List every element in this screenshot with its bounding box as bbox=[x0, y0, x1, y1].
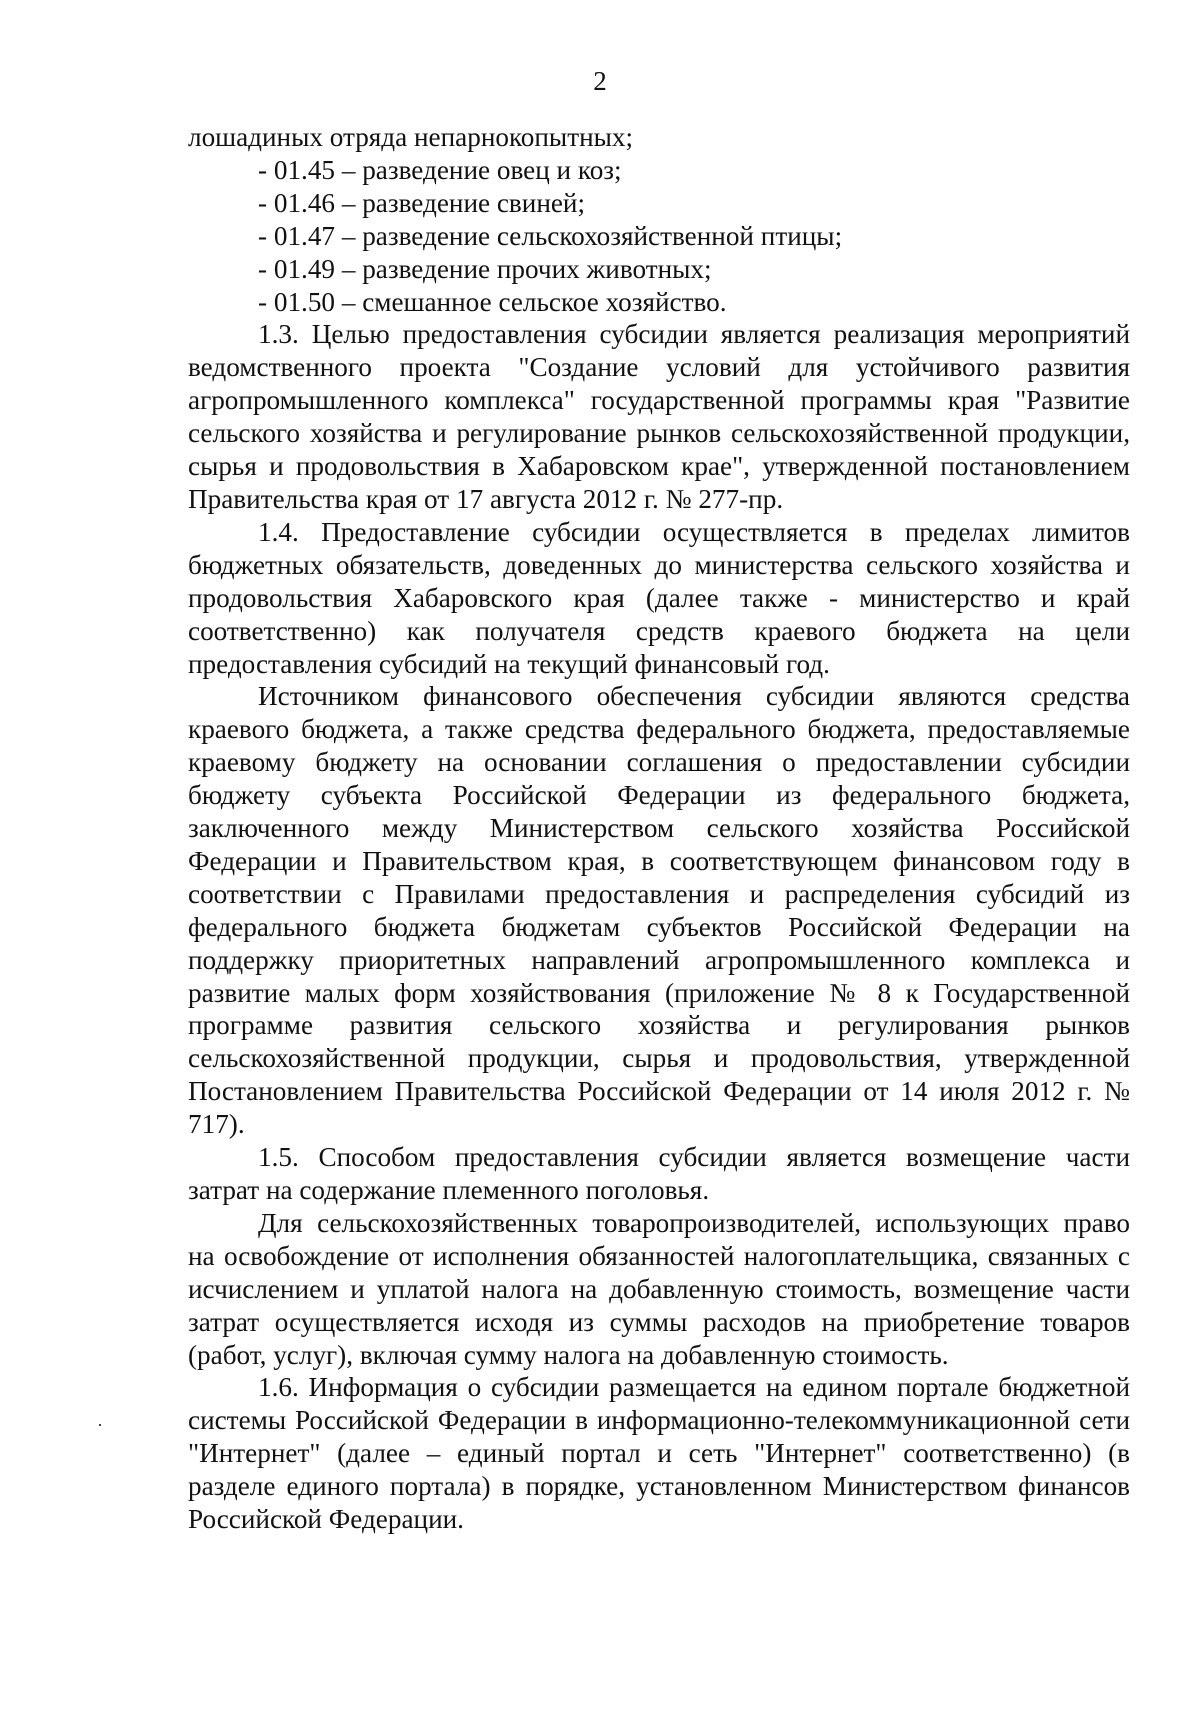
page-number: 2 bbox=[593, 66, 607, 96]
paragraph-funding-source: Источником финансового обеспечения субсидии являются средства краевого бюджета, а также средства федерального бюджета, предоставляемые краевому бюджету на основании соглашения о предоставлении субсидии бюджету субъекта Российской Федерации из федерального бюджета, заключенного между Министерством сельского хозяйства Российской Федерации и Правительством края, в соответствующем финансовом году в соответствии с Правилами предоставления и распределения субсидий из федерального бюджета бюджетам субъектов Российской Федерации на поддержку приоритетных направлений агропромышленного комплекса и развитие малых форм хозяйствования (приложение № 8 к Государственной программе развития сельского хозяйства и регулирования рынков сельскохозяйственной продукции, сырья и продовольствия, утвержденной Постановлением Правительства Российской Федерации от 14 июля 2012 г. № 717). bbox=[188, 681, 1130, 1140]
paragraph-1-5: 1.5. Способом предоставления субсидии является возмещение части затрат на содержание племенного поголовья. bbox=[188, 1142, 1130, 1205]
paragraph-1-3: 1.3. Целью предоставления субсидии является реализация мероприятий ведомственного проекта "Создание условий для устойчивого развития агропромышленного комплекса" государственной программы края "Развитие сельского хозяйства и регулирование рынков сельскохозяйственной продукции, сырья и продовольствия в Хабаровском крае", утвержденной постановлением Правительства края от 17 августа 2012 г. № 277-пр. bbox=[188, 319, 1130, 514]
list-item-01-50: - 01.50 – смешанное сельское хозяйство. bbox=[258, 286, 727, 317]
document-body bbox=[188, 121, 1130, 1536]
list-item-01-49: - 01.49 – разведение прочих животных; bbox=[258, 253, 712, 284]
list-item-01-47: - 01.47 – разведение сельскохозяйственной птицы; bbox=[258, 220, 843, 251]
continuation-line: лошадиных отряда непарнокопытных; bbox=[188, 122, 634, 152]
paragraph-vat-exemption: Для сельскохозяйственных товаропроизводителей, использующих право на освобождение от исполнения обязанностей налогоплательщика, связанных с исчислением и уплатой налога на добавленную стоимость, возмещение части затрат осуществляется исходя из суммы расходов на приобретение товаров (работ, услуг), включая сумму налога на добавленную стоимость. bbox=[188, 1207, 1130, 1370]
list-item-01-45: - 01.45 – разведение овец и коз; bbox=[258, 154, 622, 185]
list-item-01-46: - 01.46 – разведение свиней; bbox=[258, 187, 586, 218]
scan-speck bbox=[99, 1424, 101, 1426]
paragraph-1-4: 1.4. Предоставление субсидии осуществляется в пределах лимитов бюджетных обязательств, доведенных до министерства сельского хозяйства и продовольствия Хабаровского края (далее также - министерство и край соответственно) как получателя средств краевого бюджета на цели предоставления субсидий на текущий финансовый год. bbox=[188, 516, 1130, 679]
paragraph-1-6: 1.6. Информация о субсидии размещается на едином портале бюджетной системы Российской Федерации в информационно-телекоммуникационной сети "Интернет" (далее – единый портал и сеть "Интернет" соответственно) (в разделе единого портала) в порядке, установленном Министерством финансов Российской Федерации. bbox=[188, 1372, 1130, 1535]
